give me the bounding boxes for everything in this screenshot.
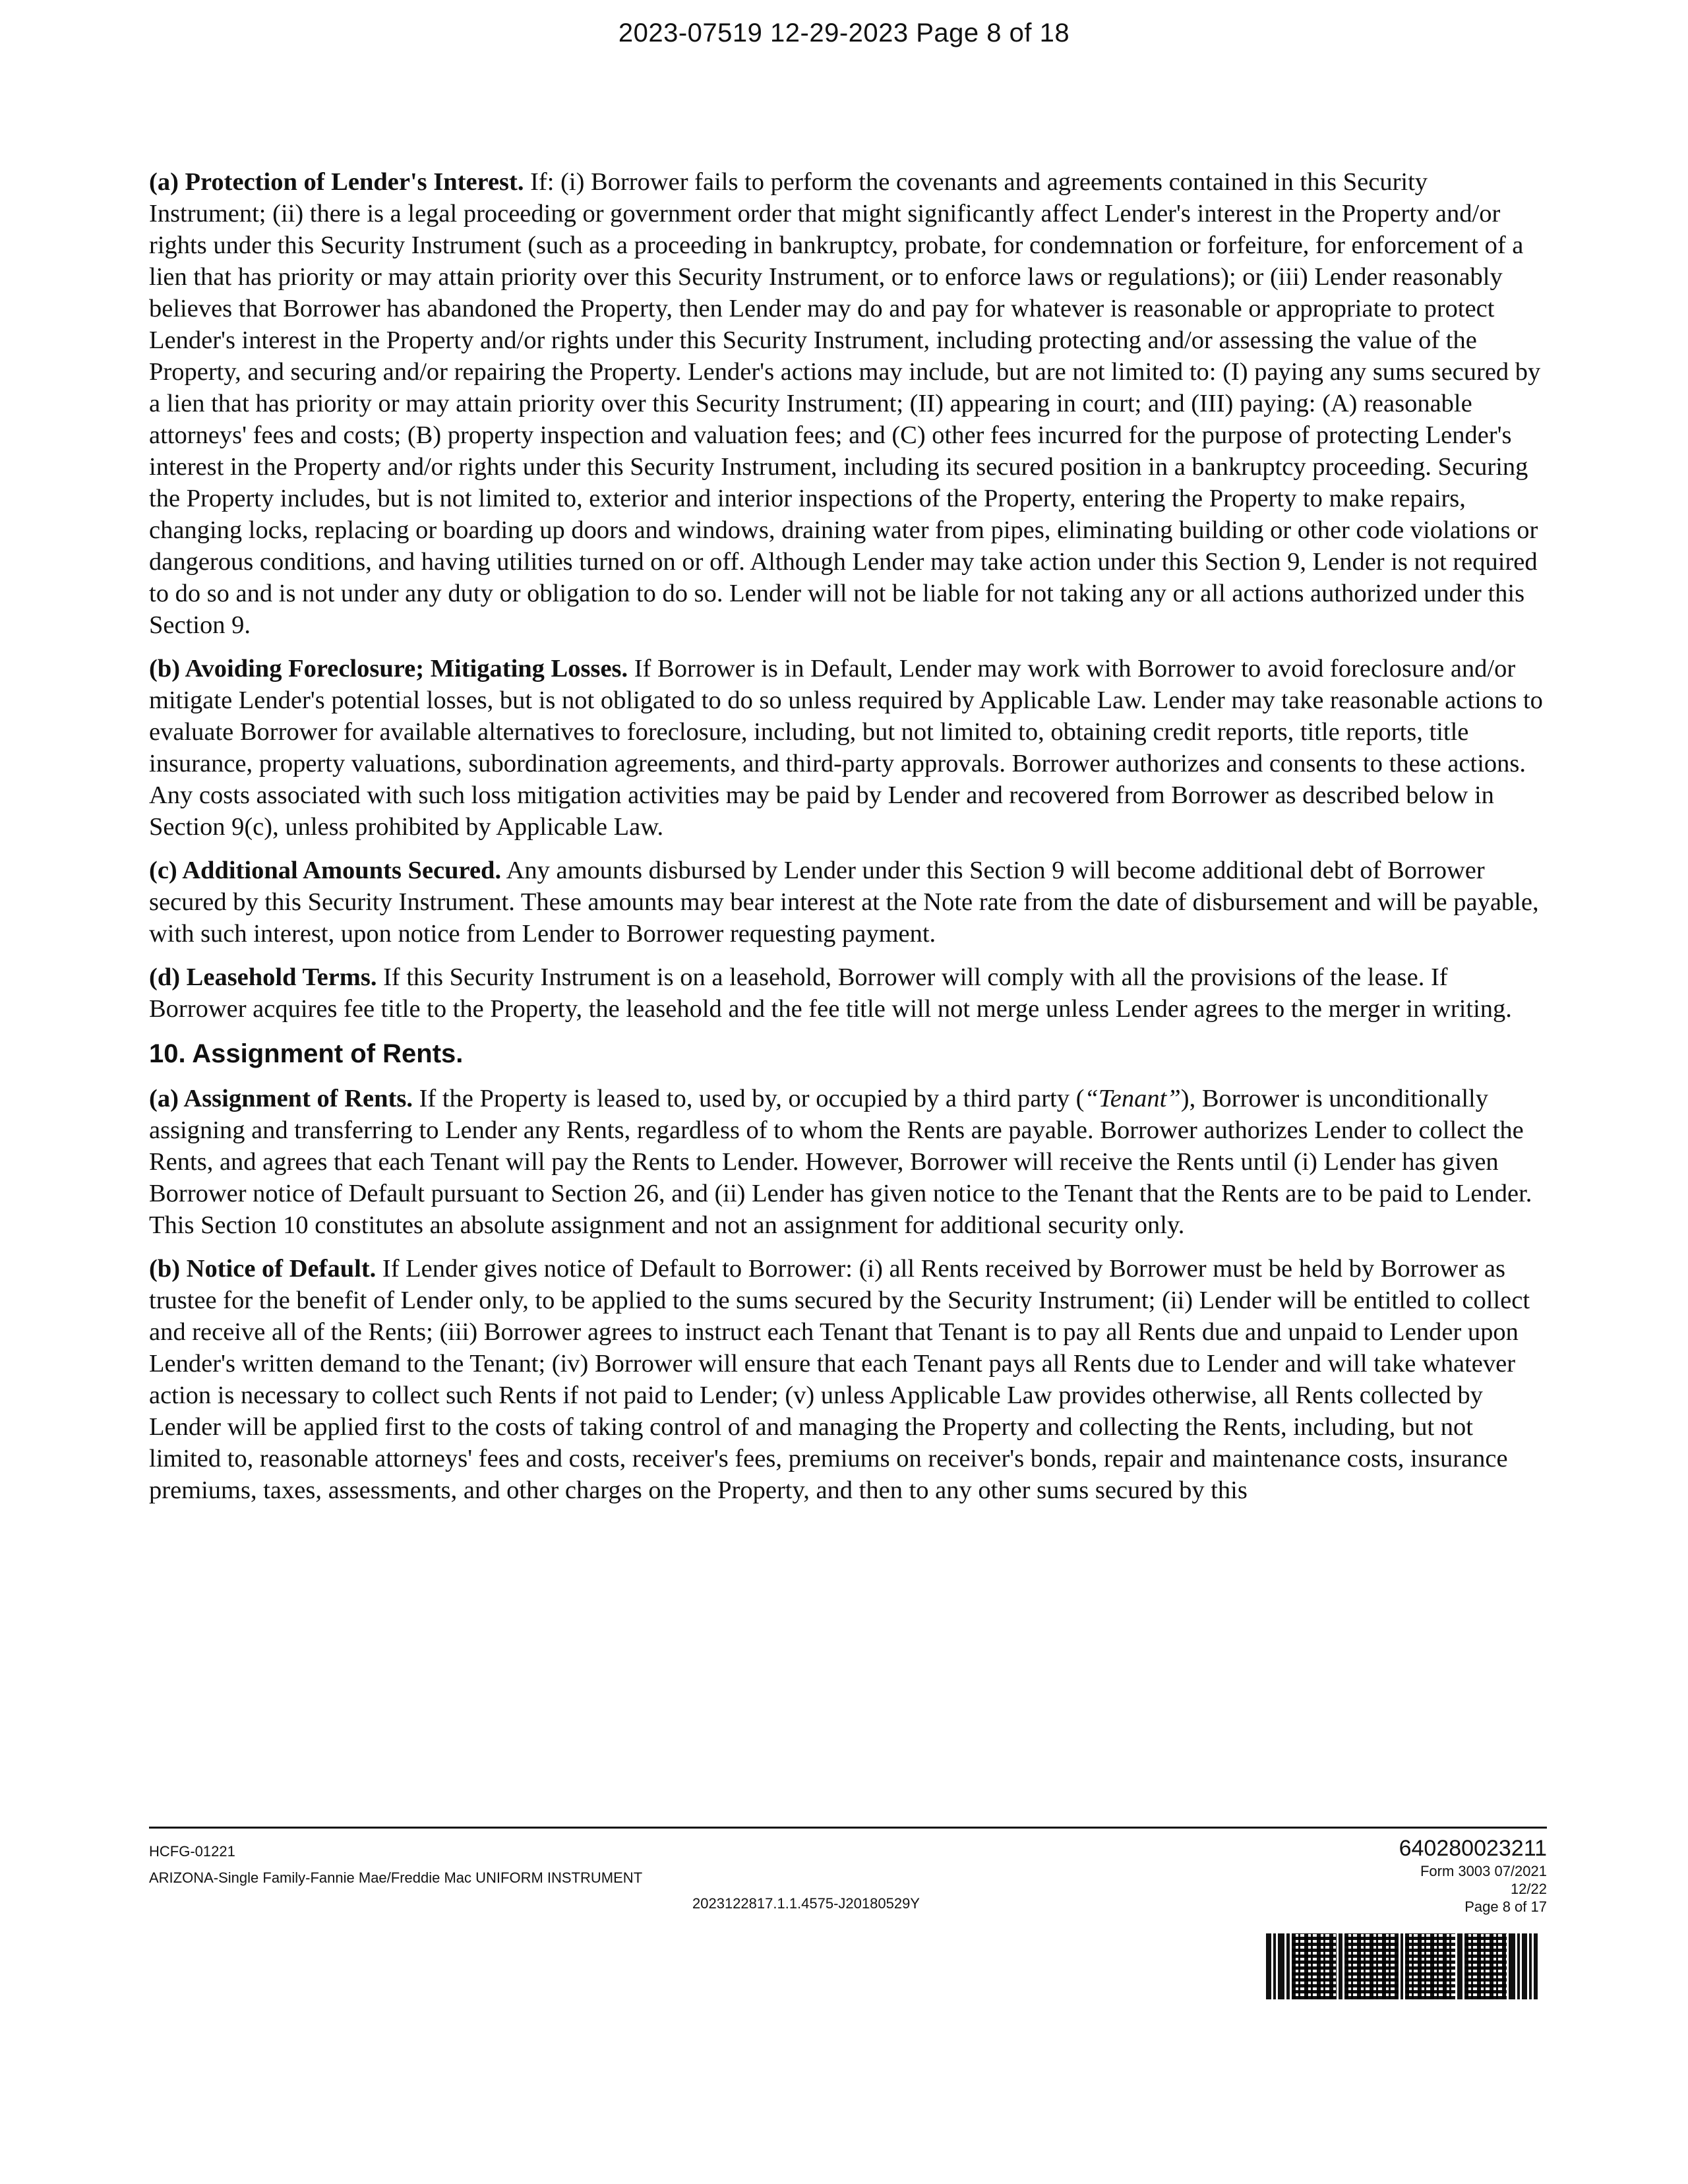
document-body [149, 166, 1547, 1518]
barcode-block [1344, 1933, 1399, 1999]
barcode-bar [1339, 1933, 1342, 1999]
paragraph-title: (b) Notice of Default. [149, 1255, 377, 1283]
barcode-bar [1401, 1933, 1403, 1999]
barcode-bar [1517, 1933, 1520, 1999]
barcode-block [1405, 1933, 1455, 1999]
barcode-icon [1266, 1933, 1546, 1999]
form-number: Form 3003 07/2021 [1420, 1863, 1547, 1879]
barcode-bar [1278, 1933, 1284, 1999]
paragraph-title: (c) Additional Amounts Secured. [149, 857, 502, 884]
footer-right [1399, 1835, 1547, 1916]
paragraph-title: (d) Leasehold Terms. [149, 963, 377, 991]
paragraph-text: ), Borrower is unconditionally assigning and transferring to Lender any Rents, regardless of to whom the Rents are payable. Borrower authorizes Lender to collect the Rents, and agrees that each Tenant will pay the Rents to Lender. However, Borrower will receive the Rents until (i) Lender has given Borrower notice of Default pursuant to Section 26, and (ii) Lender has given notice to the Tenant that the Rents are to be paid to Lender. This Section 10 constitutes an absolute assignment and not an assignment for additional security only. [149, 1085, 1532, 1239]
barcode-bar [1457, 1933, 1462, 1999]
paragraph-additional-amounts-secured [149, 855, 1547, 950]
barcode-bar [1522, 1933, 1527, 1999]
paragraph-text: Any amounts disbursed by Lender under this Section 9 will become additional debt of Borrower secured by this Security Instrument. These amounts may bear interest at the Note rate from the date of disbursement and will be payable, with such interest, upon notice from Lender to Borrower requesting payment. [149, 857, 1539, 948]
paragraph-text: If Lender gives notice of Default to Borrower: (i) all Rents received by Borrower must be held by Borrower as trustee for the benefit of Lender only, to be applied to the sums secured by the Security Instrument; (ii) Lender will be entitled to collect and receive all of the Rents; (iii) Borrower agrees to instruct each Tenant that Tenant is to pay all Rents due and unpaid to Lender upon Lender's written demand to the Tenant; (iv) Borrower will ensure that each Tenant pays all Rents due to Lender and will take whatever action is necessary to collect such Rents if not paid to Lender; (v) unless Applicable Law provides otherwise, all Rents collected by Lender will be applied first to the costs of taking control of and managing the Property and collecting the Rents, including, but not limited to, reasonable attorneys' fees and costs, receiver's fees, premiums on receiver's bonds, repair and maintenance costs, insurance premiums, taxes, assessments, and other charges on the Property, and then to any other sums secured by this [149, 1255, 1530, 1504]
document-id: 2023122817.1.1.4575-J20180529Y [692, 1895, 920, 1912]
paragraph-protection-of-lenders-interest [149, 166, 1547, 641]
paragraph-text: If this Security Instrument is on a leasehold, Borrower will comply with all the provisions of the lease. If Borrower acquires fee title to the Property, the leasehold and the fee title will not merge unless Lender agrees to the merger in writing. [149, 963, 1512, 1023]
defined-term-tenant: “Tenant” [1084, 1085, 1181, 1112]
paragraph-text: If: (i) Borrower fails to perform the covenants and agreements contained in this Security Instrument; (ii) there is a legal proceeding or government order that might significantly affect Lender's interest in the Property and/or rights under this Security Instrument (such as a proceeding in bankruptcy, probate, for condemnation or forfeiture, for enforcement of a lien that has priority or may attain priority over this Security Instrument, or to enforce laws or regulations); or (iii) Lender reasonably believes that Borrower has abandoned the Property, then Lender may do and pay for whatever is reasonable or appropriate to protect Lender's interest in the Property and/or rights under this Security Instrument, including protecting and/or assessing the value of the Property, and securing and/or repairing the Property. Lender's actions may include, but are not limited to: (I) paying any sums secured by a lien that has priority or may attain priority over this Security Instrument; (II) appearing in court; and (III) paying: (A) reasonable attorneys' fees and costs; (B) property inspection and valuation fees; and (C) other fees incurred for the purpose of protecting Lender's interest in the Property and/or rights under this Security Instrument, including its secured position in a bankruptcy proceeding. Securing the Property includes, but is not limited to, exterior and interior inspections of the Property, entering the Property to make repairs, changing locks, replacing or boarding up doors and windows, draining water from pipes, eliminating building or other code violations or dangerous conditions, and having utilities turned on or off. Although Lender may take action under this Section 9, Lender is not required to do so and is not under any duty or obligation to do so. Lender will not be liable for not taking any or all actions authorized under this Section 9. [149, 168, 1541, 639]
section-heading-assignment-of-rents: 10. Assignment of Rents. [149, 1039, 464, 1068]
paragraph-leasehold-terms [149, 961, 1547, 1025]
recording-header: 2023-07519 12-29-2023 Page 8 of 18 [618, 18, 1070, 47]
loan-number: 640280023211 [1399, 1836, 1547, 1861]
paragraph-title: (a) Protection of Lender's Interest. [149, 168, 524, 196]
instrument-title: ARIZONA-Single Family-Fannie Mae/Freddie Mac UNIFORM INSTRUMENT [149, 1869, 643, 1886]
paragraph-avoiding-foreclosure [149, 653, 1547, 843]
barcode-bar [1509, 1933, 1515, 1999]
barcode-block [1464, 1933, 1507, 1999]
form-code: HCFG-01221 [149, 1843, 235, 1860]
paragraph-text: If the Property is leased to, used by, or occupied by a third party ( [412, 1085, 1085, 1112]
form-page: Page 8 of 17 [1464, 1898, 1547, 1915]
paragraph-title: (a) Assignment of Rents. [149, 1085, 413, 1112]
form-revision: 12/22 [1510, 1881, 1547, 1897]
paragraph-assignment-of-rents [149, 1083, 1547, 1241]
barcode-bar [1534, 1933, 1538, 1999]
footer-left [149, 1838, 642, 1891]
paragraph-title: (b) Avoiding Foreclosure; Mitigating Losses. [149, 655, 628, 682]
barcode-block [1292, 1933, 1337, 1999]
barcode-bar [1529, 1933, 1532, 1999]
barcode-bar [1273, 1933, 1276, 1999]
barcode-bar [1286, 1933, 1290, 1999]
footer-divider [149, 1827, 1547, 1829]
barcode-bar [1266, 1933, 1271, 1999]
paragraph-notice-of-default [149, 1253, 1547, 1506]
paragraph-text: If Borrower is in Default, Lender may work with Borrower to avoid foreclosure and/or mitigate Lender's potential losses, but is not obligated to do so unless required by Applicable Law. Lender may take reasonable actions to evaluate Borrower for available alternatives to foreclosure, including, but not limited to, obtaining credit reports, title reports, title insurance, property valuations, subordination agreements, and third-party approvals. Borrower authorizes and consents to these actions. Any costs associated with such loss mitigation activities may be paid by Lender and recovered from Borrower as described below in Section 9(c), unless prohibited by Applicable Law. [149, 655, 1543, 841]
